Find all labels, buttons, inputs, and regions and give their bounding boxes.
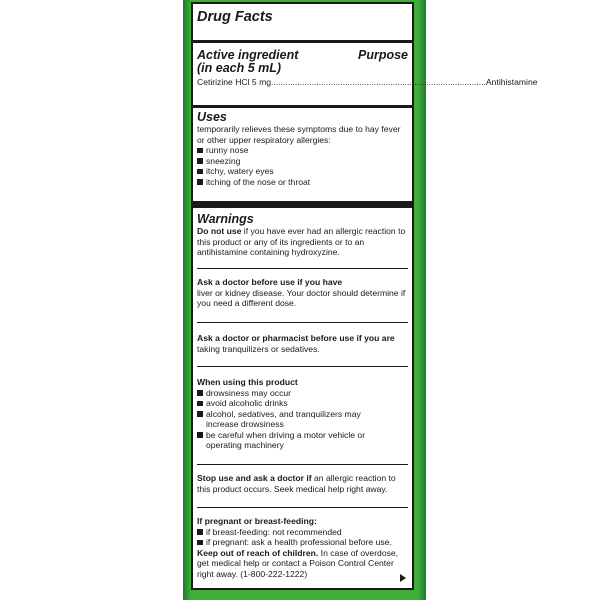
pregnant-lead: If pregnant or breast-feeding: [197, 516, 317, 526]
ask-doctor-section [197, 277, 408, 309]
list-item: itching of the nose or throat [197, 177, 408, 188]
keep-out-lead: Keep out of reach of children. [197, 547, 319, 558]
list-item: drowsiness may occur [197, 388, 408, 399]
uses-rule [193, 201, 412, 208]
drug-facts-title: Drug Facts [197, 9, 273, 25]
divider [197, 464, 408, 465]
keep-out-text: In case of overdose, get medical help or contact a Poison Control Center right away. (1-800-222-1222) [197, 547, 399, 579]
continued-arrow-icon [400, 574, 406, 582]
ingredient-line [197, 77, 538, 88]
leader-dots: .......................................................................................... [271, 77, 486, 87]
do-not-use-text: if you have ever had an allergic reaction to this product or any of its ingredients or to an antihistamine containing hydroxyzine. [197, 226, 406, 257]
uses-intro: temporarily relieves these symptoms due to hay fever or other upper respiratory allergies: [197, 124, 401, 145]
keep-out-paragraph [197, 548, 408, 580]
stop-use-text: an allergic reaction to this product occurs. Seek medical help right away. [197, 473, 396, 494]
divider [197, 322, 408, 323]
do-not-use-paragraph [197, 226, 408, 258]
stop-use-lead: Stop use and ask a doctor if [197, 473, 312, 483]
uses-section [197, 110, 408, 187]
ingredient-name: Cetirizine HCl 5 mg [197, 77, 272, 87]
ask-pharmacist-section [197, 333, 408, 354]
warnings-heading: Warnings [197, 212, 254, 226]
active-ingredient-heading: Active ingredient [197, 48, 299, 62]
warnings-section [197, 212, 408, 258]
when-using-lead: When using this product [197, 377, 298, 387]
active-ingredient-section [197, 48, 538, 88]
stop-use-paragraph [197, 473, 408, 494]
list-item: alcohol, sedatives, and tranquilizers may increase drowsiness [197, 409, 408, 430]
ingredient-purpose: Antihistamine [485, 77, 538, 87]
pregnant-section [197, 516, 408, 579]
ask-pharmacist-text: taking tranquilizers or sedatives. [197, 343, 320, 354]
title-rule [193, 40, 412, 43]
when-using-list [197, 388, 408, 451]
list-item: if breast-feeding: not recommended [197, 527, 408, 538]
list-item: itchy, watery eyes [197, 166, 408, 177]
list-item: avoid alcoholic drinks [197, 398, 408, 409]
purpose-heading: Purpose [357, 48, 408, 62]
do-not-use-lead: Do not use [197, 226, 242, 236]
divider [197, 507, 408, 508]
list-item: be careful when driving a motor vehicle or operating machinery [197, 430, 408, 451]
active-rule [193, 105, 412, 108]
list-item: sneezing [197, 156, 408, 167]
uses-heading: Uses [197, 110, 227, 124]
when-using-section [197, 377, 408, 451]
divider [197, 268, 408, 269]
stop-use-section [197, 473, 408, 494]
list-item: runny nose [197, 145, 408, 156]
ask-doctor-text: liver or kidney disease. Your doctor should determine if you need a different dose. [197, 287, 406, 308]
pregnant-list [197, 527, 408, 548]
uses-list [197, 145, 408, 187]
drug-facts-panel [191, 2, 538, 590]
active-heading-row [197, 48, 408, 62]
ask-pharmacist-lead: Ask a doctor or pharmacist before use if you are [197, 333, 395, 343]
active-ingredient-subheading: (in each 5 mL) [197, 61, 282, 75]
drug-facts-title-row [197, 8, 408, 26]
ask-doctor-lead: Ask a doctor before use if you have [197, 277, 343, 287]
list-item: if pregnant: ask a health professional before use. [197, 537, 408, 548]
divider [197, 366, 408, 367]
